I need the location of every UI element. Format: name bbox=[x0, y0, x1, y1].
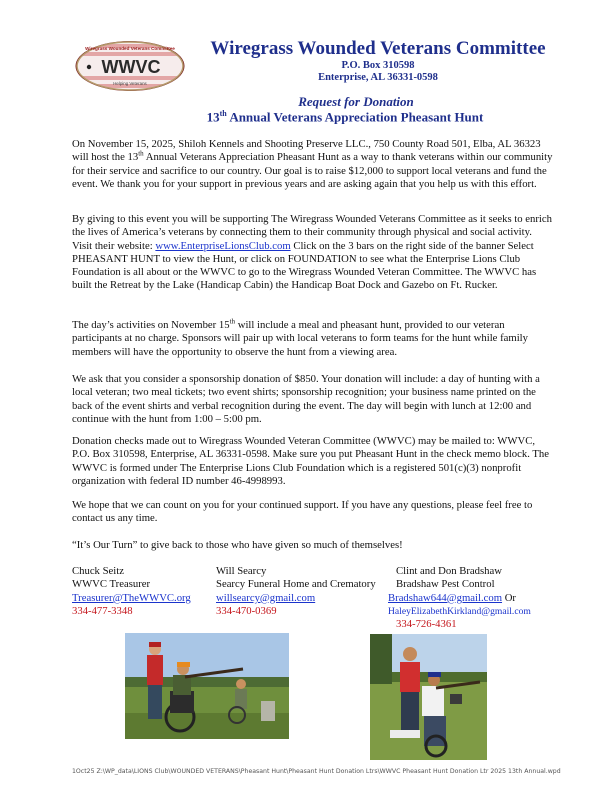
city-line: Enterprise, AL 36331-0598 bbox=[318, 72, 438, 83]
contact-email-or: Or bbox=[504, 591, 516, 604]
contact-phone: 334-726-4361 bbox=[396, 618, 457, 631]
contact-name: Chuck Seitz bbox=[72, 565, 124, 577]
paragraph-activities: The day’s activities on November 15th will include a meal and pheasant hunt, provided to our veteran participants at no charge. Sponsors will pair up with local veterans to form teams for the hunt while family members will have the opportunity to observe the hunt from a viewing area. bbox=[72, 317, 528, 358]
po-box: P.O. Box 310598 bbox=[341, 60, 415, 71]
veterans-hunt-photo bbox=[125, 633, 289, 739]
contact-email[interactable]: Treasurer@TheWWVC.org bbox=[72, 591, 191, 604]
contact-email[interactable]: willsearcy@gmail.com bbox=[216, 591, 316, 604]
contact-email-secondary[interactable]: HaleyElizabethKirkland@gmail.com bbox=[388, 605, 531, 617]
file-path-footer: 1Oct25 Z:\WP_data\LIONS Club\WOUNDED VETERANS\Pheasant Hunt\Pheasant Hunt Donation Ltrs\WWVC Pheasant Hunt Donation Ltr 2025 13th Annual.wpd bbox=[72, 768, 561, 775]
contact-name: Will Searcy bbox=[216, 565, 267, 577]
logo-initials: WWVC bbox=[101, 57, 161, 77]
contact-phone: 334-477-3348 bbox=[72, 604, 133, 617]
paragraph-closing: We hope that we can count on you for your continued support. If you have any questions, please feel free to contact us any time. bbox=[72, 499, 533, 525]
contact-name: Clint and Don Bradshaw bbox=[396, 565, 502, 577]
paragraph-intro: On November 15, 2025, Shiloh Kennels and Shooting Preserve LLC., 750 County Road 501, Elba, AL 36323 will host the 13th Annual Veterans Appreciation Pheasant Hunt as a way to thank veterans within our community for their service and sacrifice to our country. Our goal is to raise $12,000 to support local veterans and fund the event. We thank you for your support in previous years and are asking again that you help us with this effort. bbox=[72, 138, 553, 190]
contact-org: Searcy Funeral Home and Crematory bbox=[216, 578, 376, 591]
motto: “It’s Our Turn” to give back to those who have given so much of themselves! bbox=[72, 539, 403, 551]
contact-phone: 334-470-0369 bbox=[216, 604, 277, 617]
contact-will-searcy bbox=[216, 565, 396, 618]
contact-org: Bradshaw Pest Control bbox=[396, 578, 495, 591]
contact-email[interactable]: Bradshaw644@gmail.com bbox=[388, 591, 503, 604]
logo-top-text: Wiregrass Wounded Veterans Committee bbox=[85, 46, 175, 51]
veteran-aiming-photo bbox=[370, 634, 487, 760]
paragraph-donation-checks: Donation checks made out to Wiregrass Wounded Veteran Committee (WWVC) may be mailed to: WWVC, P.O. Box 310598, Enterprise, AL 36331-0598. Make sure you put Pheasant Hunt in the check memo block. The WWVC is formed under The Enterprise Lions Club Foundation which is a registered 501(c)(3) nonprofit organization with federal ID number 46-4998993. bbox=[72, 435, 549, 487]
paragraph-sponsorship: We ask that you consider a sponsorship donation of $850. Your donation will include: a day of hunting with a local veteran; two meal tickets; two event shirts; sponsorship recognition; your business name printed on the back of the event shirts and verbal recognition during the event. The day will begin with lunch at 12:00 and continue with the hunt from 1:00 – 5:00 pm. bbox=[72, 373, 540, 425]
contact-chuck-seitz bbox=[72, 565, 212, 618]
contact-org: WWVC Treasurer bbox=[72, 578, 151, 591]
event-title: 13th Annual Veterans Appreciation Pheasant Hunt bbox=[206, 109, 484, 125]
paragraph-support: By giving to this event you will be supporting The Wiregrass Wounded Veterans Committee as it seeks to enrich the lives of America’s veterans by connecting them to their community through physical and social activity. Visit their website: www.EnterpriseLionsClub.com Click on the 3 bars on the right side of the banner Select PHEASANT HUNT to view the Hunt, or click on FOUNDATION to see what the Enterprise Lions Club Foundation is all about or the WWVC to go to the Wiregrass Wounded Veteran Committee. The WWVC has built the Retreat by the Lake (Handicap Cabin) the Handicap Boat Dock and Gazebo on Ft. Rucker. bbox=[72, 213, 552, 292]
request-title: Request for Donation bbox=[298, 94, 414, 109]
contact-bradshaw bbox=[388, 565, 568, 631]
wwvc-logo bbox=[74, 40, 186, 92]
website-link[interactable]: www.EnterpriseLionsClub.com bbox=[155, 239, 291, 252]
org-name: Wiregrass Wounded Veterans Committee bbox=[210, 38, 546, 59]
logo-bottom-text: Helping Veterans bbox=[113, 81, 147, 86]
